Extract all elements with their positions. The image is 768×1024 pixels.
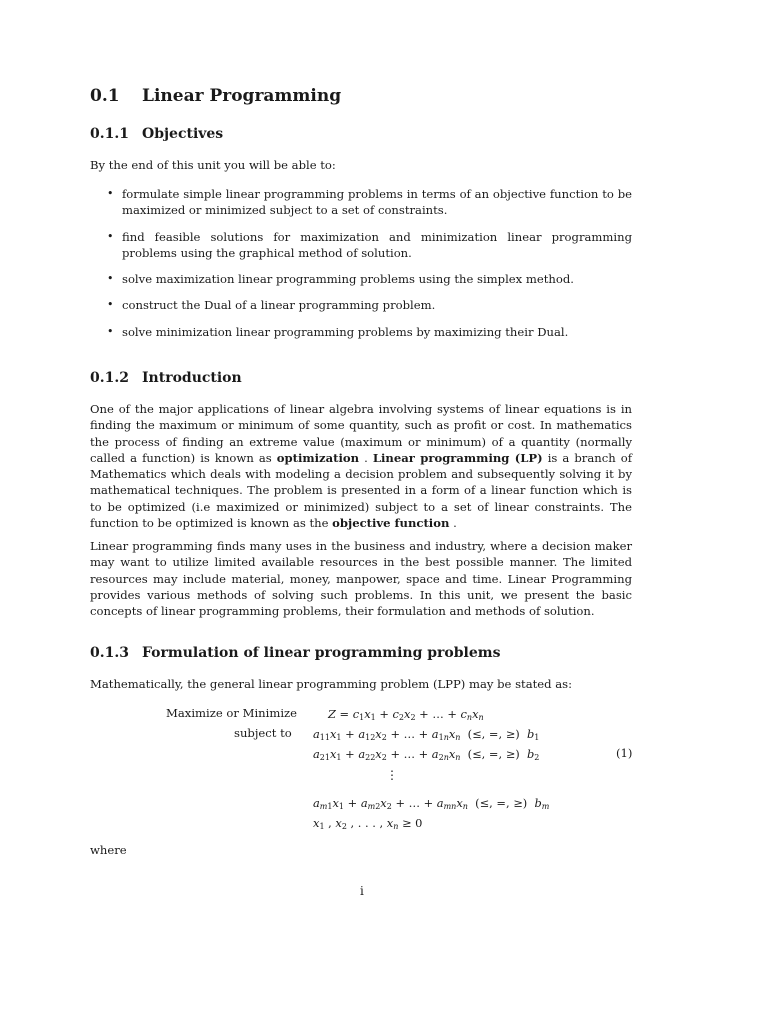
bullet-icon: •: [107, 272, 114, 286]
equation-number: (1): [616, 746, 633, 760]
intro-text-b: .: [359, 450, 373, 465]
list-item: [90, 271, 632, 287]
page-number: i: [360, 884, 364, 898]
constraint-row-2: $a_{21}x_1 + a_{22}x_2$ + … + $a_{2n}x_n$ (≤, =, ≥) $b_2$: [313, 747, 540, 762]
section-number: 0.1: [90, 86, 120, 106]
formulation-intro: Mathematically, the general linear programming problem (LPP) may be stated as:: [90, 677, 573, 691]
intro-text-c: is a branch of Mathematics which deals with modeling a decision problem and subsequently solving it by mathematical techniques. The problem is presented in a form of a linear function which is to be optimized (i.e maximized or minimized) subject to a set of linear constraints. The function to be optimized is known as the: [90, 450, 632, 531]
section-title: Linear Programming: [142, 86, 342, 106]
term-optimization: optimization: [276, 450, 360, 465]
bullet-icon: •: [107, 229, 114, 243]
subsection-number: 0.1.1: [90, 126, 129, 142]
intro-paragraph-1: [90, 401, 632, 531]
bullet-icon: •: [107, 187, 114, 200]
bullet-icon: •: [107, 324, 114, 338]
constraint-row-1: $a_{11}x_1 + a_{12}x_2$ + … + $a_{1n}x_n$ (≤, =, ≥) $b_1$: [313, 727, 540, 742]
objectives-list: [90, 186, 632, 350]
label-subject-to: subject to: [234, 726, 292, 740]
label-objective: Maximize or Minimize: [166, 706, 298, 720]
list-item-text: construct the Dual of a linear programming problem.: [122, 298, 436, 313]
list-item-text: find feasible solutions for maximization and minimization linear programming problems using the graphical method of solution.: [122, 229, 632, 260]
list-item: [90, 297, 632, 313]
term-linear-programming: Linear programming (LP): [372, 450, 543, 465]
subsection-number: 0.1.3: [90, 645, 129, 661]
list-item: [90, 324, 632, 340]
where-text: where: [90, 843, 127, 857]
subsection-heading-introduction: [90, 370, 242, 386]
list-item-text: solve maximization linear programming problems using the simplex method.: [122, 272, 574, 287]
intro-text-a: One of the major applications of linear algebra involving systems of linear equations is in finding the maximum or minimum of some quantity, such as profit or cost. In mathematics the process of finding an extreme value (maximum or minimum) of a quantity (normally called a function) is known as: [90, 402, 632, 465]
subsection-heading-formulation: [90, 645, 500, 661]
list-item: [90, 229, 632, 262]
intro-text-d: .: [449, 516, 457, 531]
subsection-heading-objectives: [90, 126, 223, 142]
vertical-ellipsis: ⋮: [386, 768, 398, 782]
constraint-row-m: $a_{m1}x_1 + a_{m2}x_2$ + … + $a_{mn}x_n$ (≤, =, ≥) $b_m$: [313, 796, 550, 811]
section-heading: [90, 86, 341, 106]
list-item-text: formulate simple linear programming problems in terms of an objective function to be maximized or minimized subject to a set of constraints.: [122, 187, 632, 218]
subsection-number: 0.1.2: [90, 370, 129, 386]
nonnegativity-constraint: $x_1$ , $x_2$ , . . . , $x_n \ge 0$: [313, 816, 423, 831]
objectives-intro: By the end of this unit you will be able to:: [90, 158, 336, 172]
list-item: [90, 186, 632, 219]
bullet-icon: •: [107, 298, 114, 312]
objective-equation: $Z = c_1x_1 + c_2x_2$ + … + $c_nx_n$: [328, 707, 484, 722]
term-objective-function: objective function: [332, 516, 450, 531]
intro-paragraph-2: Linear programming finds many uses in the business and industry, where a decision maker may want to utilize limited available resources in the best possible manner. The limited resources may include material, money, manpower, space and time. Linear Programming provides various methods of solving such problems. In this unit, we present the basic concepts of linear programming problems, their formulation and methods of solution.: [90, 539, 632, 619]
subsection-title: Formulation of linear programming problems: [142, 645, 501, 661]
subsection-title: Introduction: [142, 370, 242, 386]
subsection-title: Objectives: [142, 126, 224, 142]
list-item-text: solve minimization linear programming problems by maximizing their Dual.: [122, 324, 569, 339]
